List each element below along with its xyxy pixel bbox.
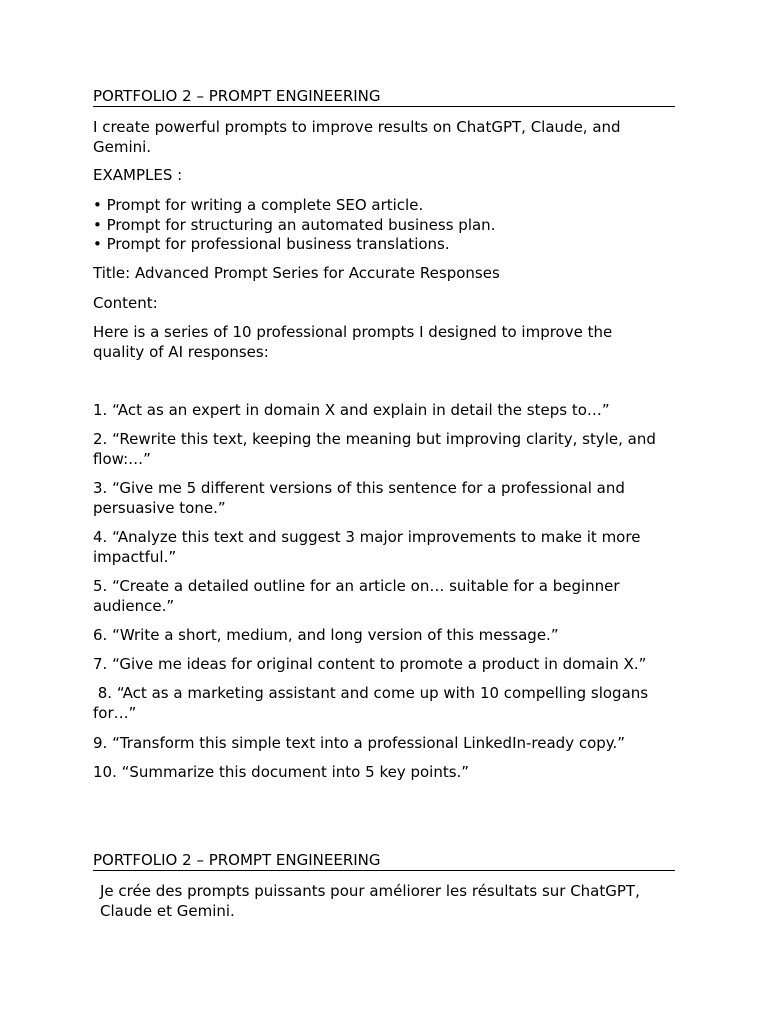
prompt-line: 1. “Act as an expert in domain X and explain in detail the steps to…” — [93, 401, 610, 419]
list-item: • Prompt for professional business translations. — [93, 235, 450, 253]
prompt-item-10 — [93, 763, 683, 783]
prompt-item-1 — [93, 401, 683, 421]
prompt-line: impactful.” — [93, 547, 177, 566]
intro-line: Je crée des prompts puissants pour améliorer les résultats sur ChatGPT, — [100, 882, 640, 900]
prompt-line: 6. “Write a short, medium, and long version of this message.” — [93, 626, 559, 644]
intro-line: I create powerful prompts to improve results on ChatGPT, Claude, and — [93, 118, 621, 136]
section-heading: PORTFOLIO 2 – PROMPT ENGINEERING — [93, 87, 675, 107]
series-intro-paragraph — [93, 323, 683, 362]
examples-list — [93, 196, 683, 255]
series-intro-line: Here is a series of 10 professional prompts I designed to improve the — [93, 323, 613, 341]
list-item: • Prompt for writing a complete SEO article. — [93, 196, 424, 214]
prompt-line: 4. “Analyze this text and suggest 3 major improvements to make it more — [93, 528, 641, 546]
prompt-item-2 — [93, 430, 683, 469]
title-line: Title: Advanced Prompt Series for Accurate Responses — [93, 264, 500, 282]
prompt-line: audience.” — [93, 596, 175, 615]
prompt-line: 2. “Rewrite this text, keeping the meaning but improving clarity, style, and — [93, 430, 656, 448]
prompt-item-5 — [93, 577, 683, 616]
prompt-item-9 — [93, 734, 683, 754]
content-label: Content: — [93, 294, 158, 312]
prompt-line: 5. “Create a detailed outline for an article on… suitable for a beginner — [93, 577, 620, 595]
prompt-line: 10. “Summarize this document into 5 key points.” — [93, 763, 470, 781]
list-item: • Prompt for structuring an automated business plan. — [93, 215, 496, 234]
prompt-item-7 — [93, 655, 683, 675]
intro-paragraph — [93, 118, 683, 157]
prompt-line: flow:…” — [93, 449, 151, 468]
prompt-line: 7. “Give me ideas for original content to promote a product in domain X.” — [93, 655, 647, 673]
intro-line: Claude et Gemini. — [100, 901, 235, 920]
prompt-line: 8. “Act as a marketing assistant and come up with 10 compelling slogans — [93, 684, 649, 702]
prompt-item-8 — [93, 684, 683, 723]
intro-line: Gemini. — [93, 137, 152, 156]
prompt-line: 9. “Transform this simple text into a professional LinkedIn-ready copy.” — [93, 734, 626, 752]
series-intro-line: quality of AI responses: — [93, 342, 269, 361]
prompt-item-4 — [93, 528, 683, 567]
section-heading: PORTFOLIO 2 – PROMPT ENGINEERING — [93, 851, 675, 871]
examples-label: EXAMPLES : — [93, 166, 183, 184]
prompt-line: for…” — [93, 703, 137, 722]
prompt-line: persuasive tone.” — [93, 498, 226, 517]
prompt-line: 3. “Give me 5 different versions of this sentence for a professional and — [93, 479, 625, 497]
prompt-item-6 — [93, 626, 683, 646]
prompt-item-3 — [93, 479, 683, 518]
french-intro-paragraph — [100, 882, 690, 921]
